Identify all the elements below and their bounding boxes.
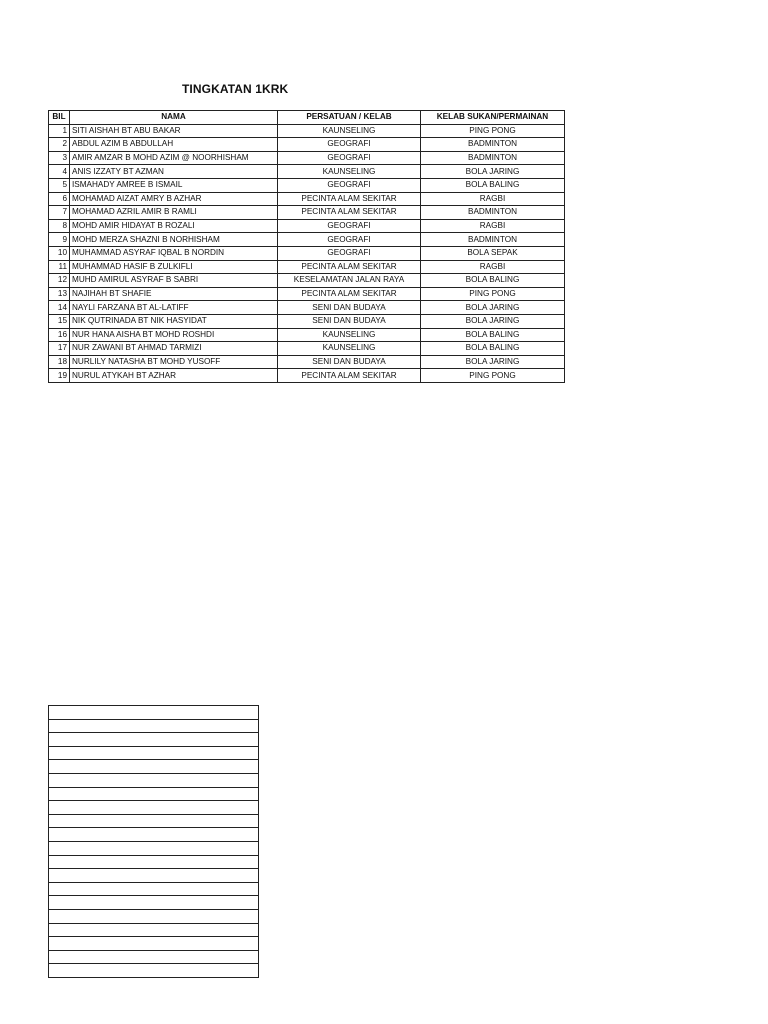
blank-cell [49, 923, 259, 937]
blank-row [49, 923, 259, 937]
table-row [49, 206, 565, 220]
cell-nama: ISMAHADY AMREE B ISMAIL [70, 178, 278, 192]
cell-persatuan: PECINTA ALAM SEKITAR [278, 260, 421, 274]
cell-nama: NURLILY NATASHA BT MOHD YUSOFF [70, 355, 278, 369]
cell-kelab-sukan: BOLA BALING [421, 178, 565, 192]
cell-kelab-sukan: PING PONG [421, 369, 565, 383]
blank-row [49, 733, 259, 747]
table-header-row [49, 111, 565, 125]
blank-cell [49, 896, 259, 910]
blank-row [49, 937, 259, 951]
cell-bil: 10 [49, 246, 70, 260]
blank-row [49, 855, 259, 869]
cell-nama: AMIR AMZAR B MOHD AZIM @ NOORHISHAM [70, 151, 278, 165]
cell-bil: 16 [49, 328, 70, 342]
cell-bil: 12 [49, 274, 70, 288]
page-title: TINGKATAN 1KRK [182, 82, 289, 96]
blank-row [49, 773, 259, 787]
cell-persatuan: KAUNSELING [278, 165, 421, 179]
cell-kelab-sukan: RAGBI [421, 219, 565, 233]
cell-persatuan: KAUNSELING [278, 342, 421, 356]
blank-row [49, 828, 259, 842]
blank-row [49, 964, 259, 978]
table-row [49, 355, 565, 369]
cell-nama: NURUL ATYKAH BT AZHAR [70, 369, 278, 383]
blank-cell [49, 950, 259, 964]
cell-kelab-sukan: BADMINTON [421, 151, 565, 165]
student-club-table [48, 110, 565, 383]
blank-cell [49, 869, 259, 883]
cell-nama: NIK QUTRINADA BT NIK HASYIDAT [70, 314, 278, 328]
cell-bil: 17 [49, 342, 70, 356]
blank-cell [49, 706, 259, 720]
blank-row [49, 787, 259, 801]
cell-kelab-sukan: RAGBI [421, 192, 565, 206]
table-row [49, 165, 565, 179]
cell-kelab-sukan: BOLA BALING [421, 274, 565, 288]
table-row [49, 301, 565, 315]
table-row [49, 314, 565, 328]
blank-row [49, 950, 259, 964]
blank-cell [49, 909, 259, 923]
cell-kelab-sukan: BOLA JARING [421, 301, 565, 315]
cell-persatuan: SENI DAN BUDAYA [278, 301, 421, 315]
cell-persatuan: SENI DAN BUDAYA [278, 355, 421, 369]
cell-nama: NUR ZAWANI BT AHMAD TARMIZI [70, 342, 278, 356]
table-row [49, 138, 565, 152]
cell-nama: MUHD AMIRUL ASYRAF B SABRI [70, 274, 278, 288]
cell-kelab-sukan: BADMINTON [421, 233, 565, 247]
blank-cell [49, 937, 259, 951]
cell-bil: 1 [49, 124, 70, 138]
cell-nama: ANIS IZZATY BT AZMAN [70, 165, 278, 179]
table-row [49, 246, 565, 260]
table-row [49, 287, 565, 301]
cell-bil: 18 [49, 355, 70, 369]
blank-row [49, 801, 259, 815]
cell-persatuan: KAUNSELING [278, 328, 421, 342]
cell-kelab-sukan: BOLA JARING [421, 165, 565, 179]
cell-nama: ABDUL AZIM B ABDULLAH [70, 138, 278, 152]
blank-row [49, 882, 259, 896]
table-row [49, 178, 565, 192]
blank-cell [49, 841, 259, 855]
cell-persatuan: GEOGRAFI [278, 233, 421, 247]
blank-row [49, 909, 259, 923]
cell-nama: SITI AISHAH BT ABU BAKAR [70, 124, 278, 138]
blank-row [49, 814, 259, 828]
cell-nama: NAYLI FARZANA BT AL-LATIFF [70, 301, 278, 315]
cell-persatuan: PECINTA ALAM SEKITAR [278, 369, 421, 383]
blank-table [48, 705, 259, 978]
cell-nama: MOHAMAD AIZAT AMRY B AZHAR [70, 192, 278, 206]
table-row [49, 151, 565, 165]
blank-cell [49, 882, 259, 896]
cell-bil: 4 [49, 165, 70, 179]
table-row [49, 233, 565, 247]
blank-cell [49, 801, 259, 815]
blank-cell [49, 964, 259, 978]
header-bil: BIL [49, 111, 70, 125]
cell-kelab-sukan: BOLA SEPAK [421, 246, 565, 260]
cell-bil: 19 [49, 369, 70, 383]
cell-bil: 5 [49, 178, 70, 192]
cell-persatuan: KAUNSELING [278, 124, 421, 138]
table-row [49, 274, 565, 288]
table-row [49, 260, 565, 274]
cell-persatuan: KESELAMATAN JALAN RAYA [278, 274, 421, 288]
cell-bil: 9 [49, 233, 70, 247]
table-row [49, 192, 565, 206]
cell-kelab-sukan: BADMINTON [421, 138, 565, 152]
table-row [49, 328, 565, 342]
header-nama: NAMA [70, 111, 278, 125]
cell-kelab-sukan: RAGBI [421, 260, 565, 274]
cell-bil: 15 [49, 314, 70, 328]
cell-bil: 13 [49, 287, 70, 301]
cell-kelab-sukan: BADMINTON [421, 206, 565, 220]
cell-bil: 6 [49, 192, 70, 206]
blank-row [49, 719, 259, 733]
cell-nama: MOHAMAD AZRIL AMIR B RAMLI [70, 206, 278, 220]
cell-persatuan: PECINTA ALAM SEKITAR [278, 206, 421, 220]
blank-cell [49, 814, 259, 828]
cell-bil: 14 [49, 301, 70, 315]
blank-row [49, 896, 259, 910]
cell-bil: 11 [49, 260, 70, 274]
cell-persatuan: GEOGRAFI [278, 138, 421, 152]
cell-bil: 7 [49, 206, 70, 220]
table-row [49, 369, 565, 383]
cell-bil: 3 [49, 151, 70, 165]
cell-persatuan: GEOGRAFI [278, 178, 421, 192]
blank-row [49, 760, 259, 774]
blank-row [49, 841, 259, 855]
blank-cell [49, 773, 259, 787]
cell-bil: 8 [49, 219, 70, 233]
table-row [49, 219, 565, 233]
cell-persatuan: SENI DAN BUDAYA [278, 314, 421, 328]
cell-persatuan: PECINTA ALAM SEKITAR [278, 192, 421, 206]
blank-cell [49, 787, 259, 801]
blank-cell [49, 855, 259, 869]
blank-cell [49, 719, 259, 733]
cell-nama: MOHD MERZA SHAZNI B NORHISHAM [70, 233, 278, 247]
cell-persatuan: GEOGRAFI [278, 246, 421, 260]
blank-row [49, 706, 259, 720]
blank-cell [49, 828, 259, 842]
cell-bil: 2 [49, 138, 70, 152]
cell-nama: NAJIHAH BT SHAFIE [70, 287, 278, 301]
cell-nama: MUHAMMAD HASIF B ZULKIFLI [70, 260, 278, 274]
blank-cell [49, 746, 259, 760]
cell-kelab-sukan: BOLA JARING [421, 314, 565, 328]
cell-kelab-sukan: BOLA JARING [421, 355, 565, 369]
cell-nama: MOHD AMIR HIDAYAT B ROZALI [70, 219, 278, 233]
header-kelab-sukan: KELAB SUKAN/PERMAINAN [421, 111, 565, 125]
blank-row [49, 746, 259, 760]
cell-kelab-sukan: PING PONG [421, 287, 565, 301]
cell-kelab-sukan: PING PONG [421, 124, 565, 138]
cell-persatuan: GEOGRAFI [278, 219, 421, 233]
cell-persatuan: GEOGRAFI [278, 151, 421, 165]
header-persatuan: PERSATUAN / KELAB [278, 111, 421, 125]
cell-nama: MUHAMMAD ASYRAF IQBAL B NORDIN [70, 246, 278, 260]
cell-kelab-sukan: BOLA BALING [421, 342, 565, 356]
blank-row [49, 869, 259, 883]
cell-persatuan: PECINTA ALAM SEKITAR [278, 287, 421, 301]
cell-kelab-sukan: BOLA BALING [421, 328, 565, 342]
blank-cell [49, 733, 259, 747]
cell-nama: NUR HANA AISHA BT MOHD ROSHDI [70, 328, 278, 342]
blank-cell [49, 760, 259, 774]
table-row [49, 342, 565, 356]
table-row [49, 124, 565, 138]
